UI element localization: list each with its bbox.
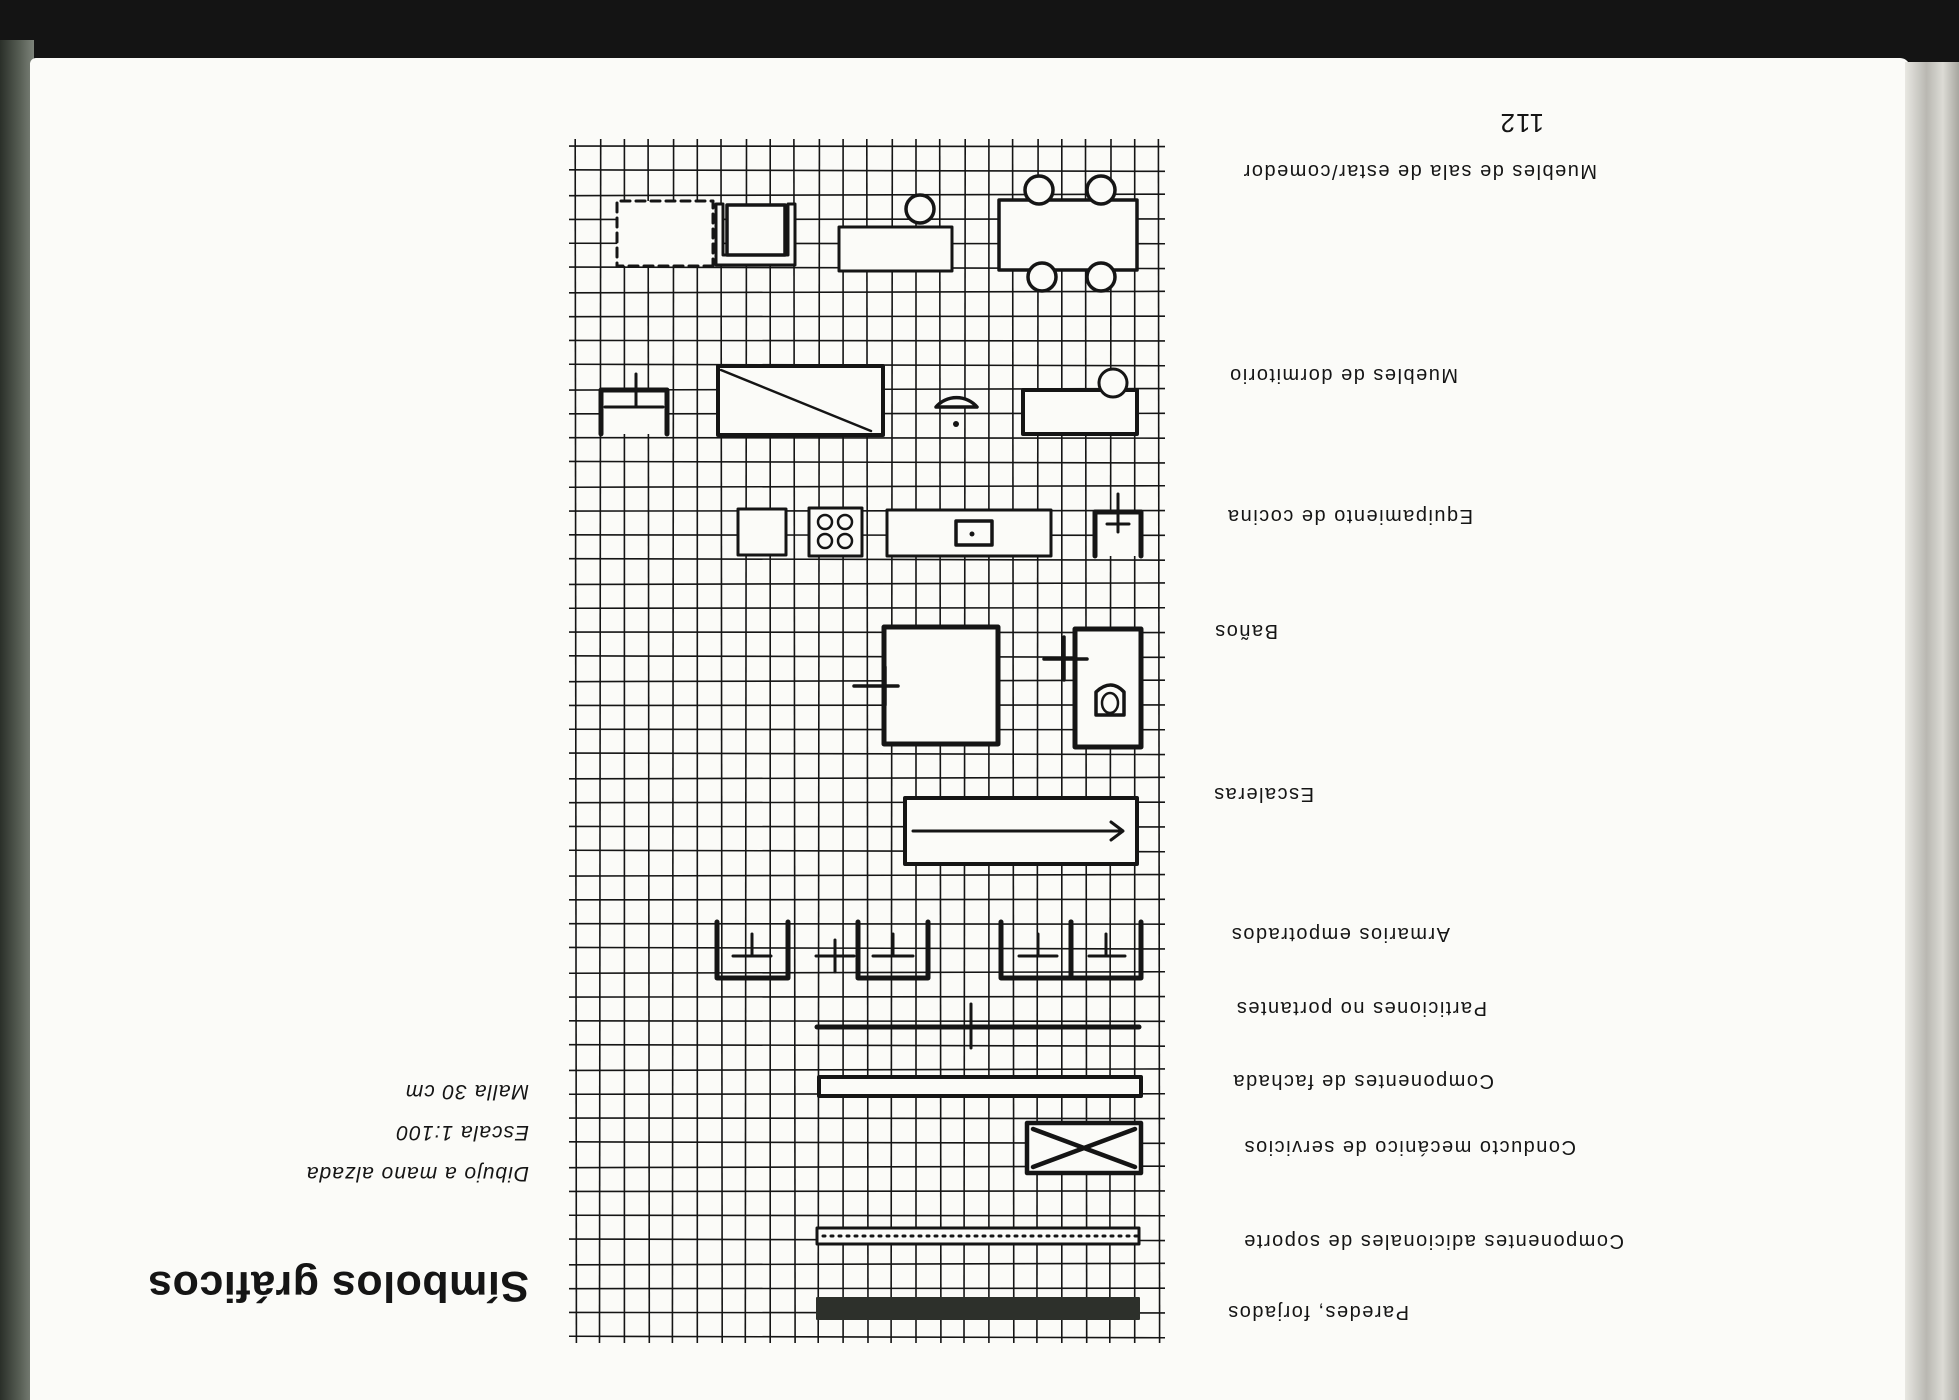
grid-line-vertical <box>600 139 601 1343</box>
grid-line-vertical <box>1158 139 1159 1343</box>
grid-line-horizontal <box>569 1263 1165 1265</box>
grid-line-horizontal <box>569 461 1165 463</box>
grid-line-horizontal <box>569 146 1165 147</box>
grid-line-horizontal <box>569 924 1165 925</box>
closet-symbol <box>717 922 1141 978</box>
living-dining-symbol <box>617 176 1137 291</box>
grid-line-vertical <box>1013 139 1014 1343</box>
grid-line-vertical <box>818 139 819 1343</box>
label-stairs: Escaleras <box>1212 783 1314 805</box>
grid-line-horizontal <box>569 1045 1165 1047</box>
mechanical-duct-symbol <box>1027 1123 1141 1173</box>
label-kitchen-equipment: Equipamiento de cocina <box>1226 505 1473 527</box>
drawing-scale: Escala 1:100 <box>395 1121 529 1144</box>
grid-line-horizontal <box>569 511 1165 512</box>
grid-line-horizontal <box>569 316 1165 317</box>
bedroom-symbol <box>601 366 1137 435</box>
grid-line-horizontal <box>569 1069 1165 1071</box>
grid-line-vertical <box>867 139 868 1343</box>
page-number: 112 <box>1499 108 1544 138</box>
grid-line-vertical <box>745 139 746 1343</box>
grid-line-vertical <box>575 139 576 1343</box>
grid-line-horizontal <box>569 777 1165 779</box>
grid-line-vertical <box>648 139 649 1343</box>
grid-line-horizontal <box>569 1288 1165 1289</box>
grid-line-horizontal <box>569 1336 1165 1338</box>
grid-line-horizontal <box>569 1215 1165 1216</box>
grid-line-horizontal <box>569 535 1165 536</box>
grid-line-horizontal <box>569 972 1165 974</box>
symbols <box>601 176 1141 1319</box>
label-living-dining-furniture: Muebles de sala de estar/comedor <box>1242 160 1597 182</box>
drawing-method: Dibujo a mano alzada <box>305 1162 529 1185</box>
grid-line-horizontal <box>569 1021 1165 1022</box>
bathroom-symbol <box>854 627 1141 747</box>
drawing-grid: Malla 30 cm <box>404 1080 529 1103</box>
grid-line-horizontal <box>569 997 1165 998</box>
label-walls: Paredes, forjados <box>1226 1301 1409 1323</box>
label-non-bearing-partitions: Particiones no portantes <box>1235 997 1487 1019</box>
label-facade-components: Componentes de fachada <box>1231 1070 1494 1092</box>
grid-line-horizontal <box>569 583 1165 585</box>
label-mechanical-duct: Conducto mecánico de servicios <box>1243 1136 1576 1158</box>
grid-line-horizontal <box>569 438 1165 439</box>
grid-line-horizontal <box>569 1191 1165 1192</box>
grid-line-horizontal <box>569 340 1165 341</box>
grid-line-horizontal <box>569 875 1165 877</box>
page-title: Símbolos gráficos <box>147 1262 529 1310</box>
label-bathrooms: Baños <box>1213 620 1278 642</box>
grid-line-horizontal <box>569 899 1165 900</box>
grid-line-horizontal <box>569 486 1165 488</box>
facade-symbol <box>819 1077 1141 1096</box>
partition-symbol <box>817 1004 1139 1048</box>
grid-line-vertical <box>672 139 673 1343</box>
grid-line-horizontal <box>569 559 1165 561</box>
grid-line-horizontal <box>569 947 1165 949</box>
grid-line-horizontal <box>569 1118 1165 1119</box>
grid-line-horizontal <box>569 753 1165 755</box>
grid-line-horizontal <box>569 291 1165 293</box>
stairs-symbol <box>905 798 1137 864</box>
label-built-in-closets: Armarios empotrados <box>1230 923 1450 945</box>
label-support-components: Componentes adicionales de soporte <box>1242 1230 1624 1252</box>
support-symbol <box>817 1228 1139 1244</box>
wall-symbol <box>817 1298 1139 1319</box>
label-bedroom-furniture: Muebles de dormitorio <box>1228 364 1458 386</box>
grid-line-horizontal <box>569 608 1165 609</box>
grid-line-vertical <box>794 139 795 1343</box>
grid-line-horizontal <box>569 170 1165 172</box>
grid-line-vertical <box>721 139 722 1343</box>
grid-line-horizontal <box>569 194 1165 196</box>
